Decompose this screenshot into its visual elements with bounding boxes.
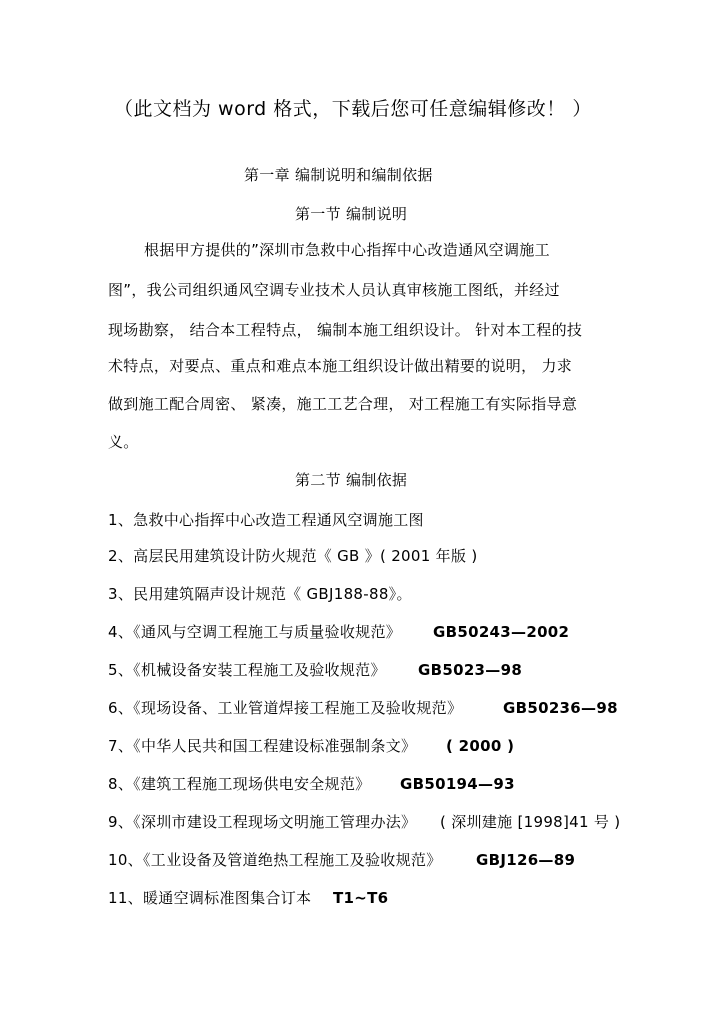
reference-item	[108, 660, 386, 680]
reference-item	[108, 510, 424, 530]
reference-code: ( 深圳建施 [1998]41 号 )	[440, 813, 621, 831]
reference-label: 6、《现场设备、工业管道焊接工程施工及验收规范》	[108, 699, 463, 717]
reference-label: 2、高层民用建筑设计防火规范《 GB 》( 2001 年版 )	[108, 547, 478, 565]
reference-code: GBJ126—89	[476, 851, 576, 869]
reference-code: GB50194—93	[400, 775, 515, 793]
section-2-title: 第二节 编制依据	[295, 471, 408, 489]
reference-item	[108, 584, 412, 604]
section-1-title: 第一节 编制说明	[295, 205, 408, 223]
reference-item	[108, 546, 477, 566]
reference-label: 1、急救中心指挥中心改造工程通风空调施工图	[108, 511, 424, 529]
paragraph-line: 术特点，对要点、重点和难点本施工组织设计做出精要的说明， 力求	[108, 357, 573, 375]
reference-item	[108, 774, 370, 794]
reference-label: 7、《中华人民共和国工程建设标准强制条文》	[108, 737, 417, 755]
reference-code: GB5023—98	[418, 661, 523, 679]
reference-code: T1~T6	[333, 889, 389, 907]
reference-label: 10、《工业设备及管道绝热工程施工及验收规范》	[108, 851, 442, 869]
reference-item	[108, 850, 442, 870]
reference-code: GB50236—98	[503, 699, 618, 717]
reference-label: 8、《建筑工程施工现场供电安全规范》	[108, 775, 371, 793]
paragraph-line: 根据甲方提供的”深圳市急救中心指挥中心改造通风空调施工	[144, 241, 550, 259]
paragraph-line: 义。	[108, 433, 139, 451]
reference-item	[108, 812, 416, 832]
reference-item	[108, 888, 311, 908]
reference-item	[108, 622, 401, 642]
paragraph-line: 图”，我公司组织通风空调专业技术人员认真审核施工图纸，并经过	[108, 281, 560, 299]
paragraph-line: 做到施工配合周密、 紧凑，施工工艺合理， 对工程施工有实际指导意	[108, 395, 578, 413]
paragraph-line: 现场勘察， 结合本工程特点， 编制本施工组织设计。 针对本工程的技	[108, 321, 583, 339]
reference-code: GB50243—2002	[433, 623, 570, 641]
edit-notice-header: （此文档为 word 格式，下载后您可任意编辑修改！ ）	[114, 98, 592, 120]
reference-item	[108, 736, 416, 756]
chapter-title: 第一章 编制说明和编制依据	[244, 166, 433, 184]
reference-item	[108, 698, 462, 718]
reference-label: 11、暖通空调标准图集合订本	[108, 889, 312, 907]
reference-label: 3、民用建筑隔声设计规范《 GBJ188-88》。	[108, 585, 412, 603]
reference-label: 9、《深圳市建设工程现场文明施工管理办法》	[108, 813, 417, 831]
reference-code: ( 2000 )	[446, 737, 515, 755]
reference-label: 5、《机械设备安装工程施工及验收规范》	[108, 661, 386, 679]
reference-label: 4、《通风与空调工程施工与质量验收规范》	[108, 623, 402, 641]
